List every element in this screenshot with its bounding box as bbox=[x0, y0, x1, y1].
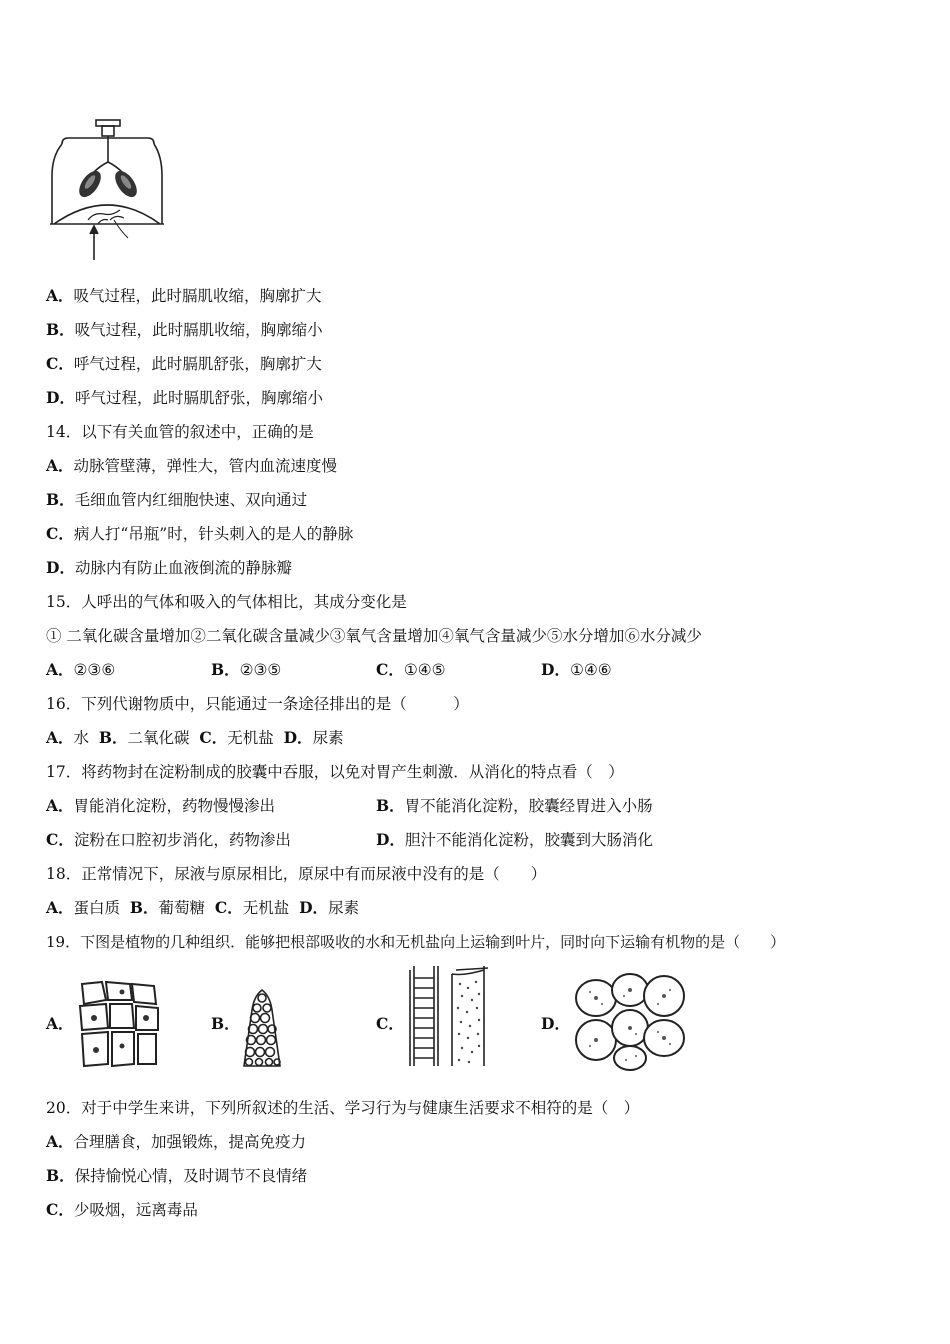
option-label: A． bbox=[46, 728, 74, 747]
q18-options-row bbox=[46, 898, 359, 918]
option-label: B． bbox=[46, 320, 75, 339]
option-label: B． bbox=[211, 660, 240, 679]
q19-stem: 19．下图是植物的几种组织．能够把根部吸收的水和无机盐向上运输到叶片，同时向下运输有机物的是（ ） bbox=[46, 933, 786, 951]
option-text: 动脉管壁薄，弹性大，管内血流速度慢 bbox=[73, 457, 338, 475]
option-text: 吸气过程，此时膈肌收缩，胸廓扩大 bbox=[73, 287, 322, 305]
option-label: C． bbox=[46, 830, 74, 849]
option-text: 合理膳食，加强锻炼，提高免疫力 bbox=[73, 1133, 307, 1151]
option-text: 尿素 bbox=[312, 729, 344, 747]
option-text: 动脉内有防止血液倒流的静脉瓣 bbox=[74, 559, 292, 577]
option-label: C． bbox=[46, 1200, 74, 1219]
option-label: B． bbox=[46, 490, 75, 509]
q18-stem: 18．正常情况下，尿液与原尿相比，原尿中有而尿液中没有的是（ ） bbox=[46, 865, 547, 883]
q20-option-b[interactable] bbox=[46, 1166, 307, 1186]
option-text: 呼气过程，此时膈肌舒张，胸廓缩小 bbox=[74, 389, 323, 407]
option-label: D． bbox=[541, 1014, 570, 1033]
q19-option-a[interactable] bbox=[46, 1014, 74, 1034]
option-text: 无机盐 bbox=[227, 729, 274, 747]
q14-option-b[interactable] bbox=[46, 490, 307, 510]
option-text: 呼气过程，此时膈肌舒张，胸廓扩大 bbox=[73, 355, 322, 373]
option-text: 病人打“吊瓶”时，针头刺入的是人的静脉 bbox=[73, 525, 354, 543]
option-label: C． bbox=[46, 354, 74, 373]
option-label: B． bbox=[376, 796, 405, 815]
q16-option-a[interactable] bbox=[46, 729, 89, 747]
q15-stem: 15．人呼出的气体和吸入的气体相比，其成分变化是 bbox=[46, 593, 407, 611]
option-label: A． bbox=[46, 286, 74, 305]
option-label: D． bbox=[376, 830, 405, 849]
option-text: ②③⑥ bbox=[73, 661, 116, 679]
option-text: 尿素 bbox=[328, 899, 360, 917]
option-label: A． bbox=[46, 660, 74, 679]
storage-tissue-image bbox=[570, 970, 692, 1074]
q14-stem: 14．以下有关血管的叙述中，正确的是 bbox=[46, 423, 314, 441]
q13-option-c[interactable] bbox=[46, 354, 322, 374]
option-text: 淀粉在口腔初步消化，药物渗出 bbox=[73, 831, 291, 849]
option-label: A． bbox=[46, 898, 74, 917]
option-text: 吸气过程，此时膈肌收缩，胸廓缩小 bbox=[74, 321, 323, 339]
q17-stem: 17．将药物封在淀粉制成的胶囊中吞服，以免对胃产生刺激．从消化的特点看（ ） bbox=[46, 763, 624, 781]
q18-option-a[interactable] bbox=[46, 899, 120, 917]
q13-option-b[interactable] bbox=[46, 320, 323, 340]
option-text: 保持愉悦心情，及时调节不良情绪 bbox=[74, 1167, 308, 1185]
option-label: C． bbox=[376, 660, 404, 679]
q19-option-c[interactable] bbox=[376, 1014, 404, 1034]
option-label: D． bbox=[46, 558, 75, 577]
q20-stem: 20．对于中学生来讲，下列所叙述的生活、学习行为与健康生活要求不相符的是（ ） bbox=[46, 1099, 640, 1117]
option-text: 水 bbox=[73, 729, 90, 747]
q15-option-a[interactable] bbox=[46, 660, 115, 680]
option-label: D． bbox=[541, 660, 570, 679]
q20-option-c[interactable] bbox=[46, 1200, 198, 1220]
q15-statement: ① 二氧化碳含量增加②二氧化碳含量减少③氧气含量增加④氧气含量减少⑤水分增加⑥水分减少 bbox=[46, 627, 702, 645]
option-label: A． bbox=[46, 456, 74, 475]
q15-option-c[interactable] bbox=[376, 660, 446, 680]
option-label: C． bbox=[199, 728, 228, 747]
option-text: ①④⑤ bbox=[403, 661, 446, 679]
q16-option-c[interactable] bbox=[199, 729, 273, 747]
option-text: 二氧化碳 bbox=[127, 729, 190, 747]
option-label: A． bbox=[46, 1132, 74, 1151]
option-text: ②③⑤ bbox=[239, 661, 282, 679]
q18-option-b[interactable] bbox=[130, 899, 205, 917]
q13-option-d[interactable] bbox=[46, 388, 323, 408]
q16-options-row bbox=[46, 728, 344, 748]
option-text: 少吸烟，远离毒品 bbox=[73, 1201, 198, 1219]
q17-option-d[interactable] bbox=[376, 830, 653, 850]
option-label: A． bbox=[46, 1014, 74, 1033]
option-label: C． bbox=[46, 524, 74, 543]
q18-option-c[interactable] bbox=[215, 899, 289, 917]
bell-jar-diagram bbox=[48, 116, 166, 262]
q17-option-b[interactable] bbox=[376, 796, 653, 816]
option-text: 葡萄糖 bbox=[158, 899, 206, 917]
q19-option-d[interactable] bbox=[541, 1014, 570, 1034]
q16-option-b[interactable] bbox=[99, 729, 190, 747]
q14-option-c[interactable] bbox=[46, 524, 353, 544]
conducting-tissue-image bbox=[404, 962, 492, 1072]
option-label: B． bbox=[46, 1166, 75, 1185]
option-label: B． bbox=[129, 898, 159, 917]
q16-option-d[interactable] bbox=[284, 729, 344, 747]
q17-option-c[interactable] bbox=[46, 830, 291, 850]
q15-option-b[interactable] bbox=[211, 660, 281, 680]
q13-option-a[interactable] bbox=[46, 286, 322, 306]
q17-option-a[interactable] bbox=[46, 796, 275, 816]
q14-option-d[interactable] bbox=[46, 558, 292, 578]
parenchyma-tissue-image bbox=[76, 978, 162, 1070]
option-label: C． bbox=[376, 1014, 404, 1033]
q20-option-a[interactable] bbox=[46, 1132, 306, 1152]
q18-option-d[interactable] bbox=[299, 899, 359, 917]
option-label: D． bbox=[46, 388, 75, 407]
q15-option-d[interactable] bbox=[541, 660, 612, 680]
option-text: ①④⑥ bbox=[569, 661, 612, 679]
q14-option-a[interactable] bbox=[46, 456, 337, 476]
option-text: 胆汁不能消化淀粉，胶囊到大肠消化 bbox=[404, 831, 653, 849]
option-label: C． bbox=[214, 898, 243, 917]
option-label: D． bbox=[299, 898, 329, 917]
option-text: 胃不能消化淀粉，胶囊经胃进入小肠 bbox=[404, 797, 653, 815]
option-text: 毛细血管内红细胞快速、双向通过 bbox=[74, 491, 308, 509]
option-label: B． bbox=[98, 728, 128, 747]
option-text: 胃能消化淀粉，药物慢慢渗出 bbox=[73, 797, 276, 815]
option-label: D． bbox=[283, 728, 313, 747]
option-text: 无机盐 bbox=[242, 899, 290, 917]
option-label: A． bbox=[46, 796, 74, 815]
meristem-tissue-image bbox=[236, 986, 288, 1072]
q16-stem: 16．下列代谢物质中，只能通过一条途径排出的是（ ） bbox=[46, 695, 469, 713]
option-text: 蛋白质 bbox=[73, 899, 121, 917]
option-label: B． bbox=[211, 1014, 240, 1033]
